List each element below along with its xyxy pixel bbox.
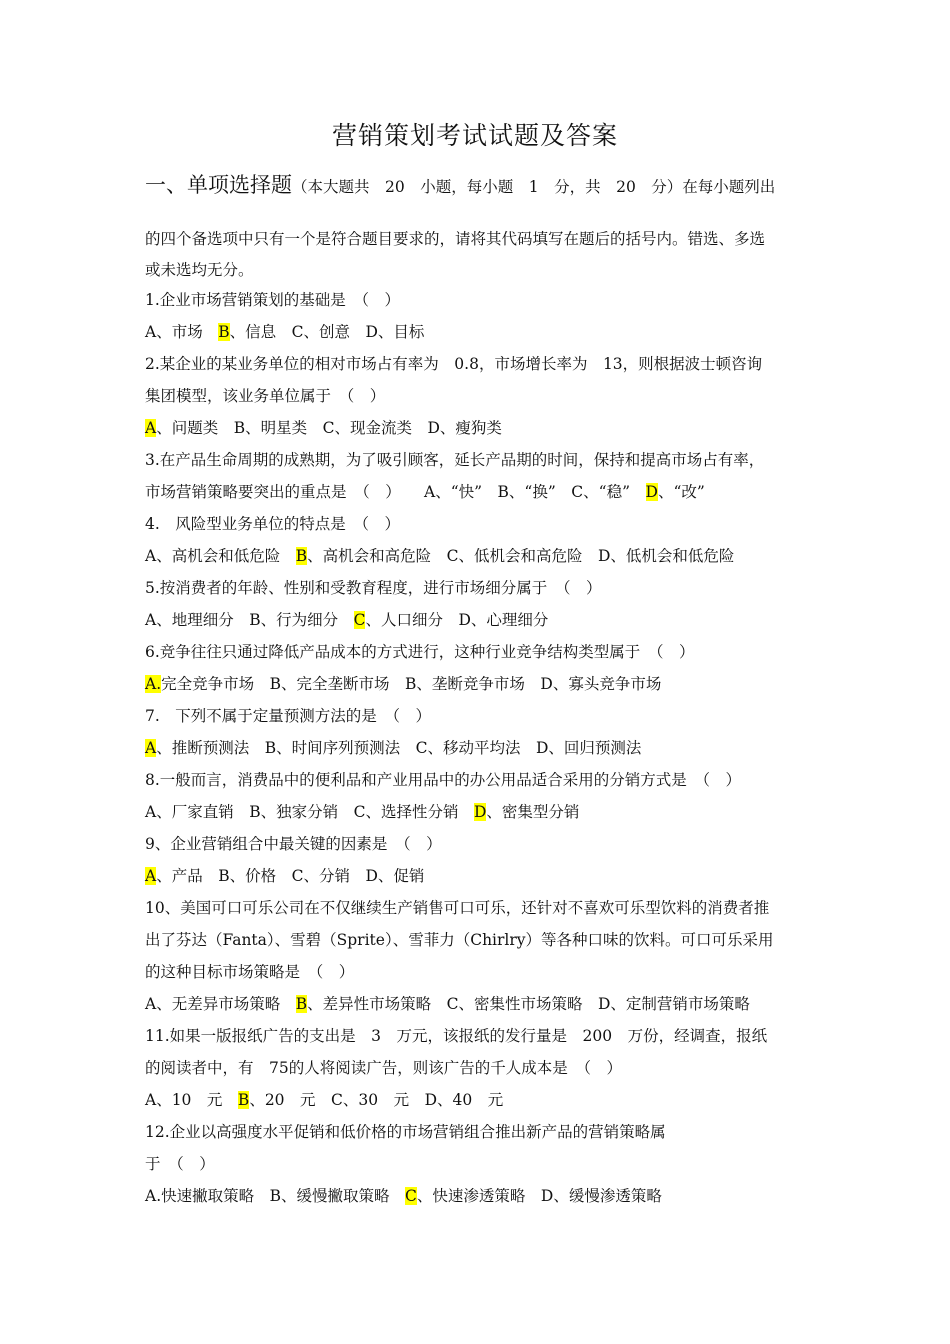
answer-highlight: C	[353, 611, 366, 629]
options-text: 、信息 C、创意 D、目标	[229, 323, 425, 341]
options-text: 、差异性市场策略 C、密集性市场策略 D、定制营销市场策略	[307, 995, 750, 1013]
question-10-options	[145, 993, 750, 1015]
question-8-options	[145, 801, 579, 823]
options-text: 、20 元 C、30 元 D、40 元	[249, 1091, 504, 1109]
options-text: A、高机会和低危险	[145, 547, 296, 565]
answer-highlight: B	[218, 323, 230, 341]
page-title: 营销策划考试试题及答案	[331, 121, 618, 150]
question-6-options	[145, 673, 661, 695]
answer-highlight: A	[145, 739, 157, 757]
options-text: 、产品 B、价格 C、分销 D、促销	[156, 867, 425, 885]
options-text: A、无差异市场策略	[145, 995, 296, 1013]
question-10-stem-line-1: 10、美国可口可乐公司在不仅继续生产销售可口可乐，还针对不喜欢可乐型饮料的消费者推	[145, 899, 770, 917]
section-heading-line	[145, 174, 775, 198]
answer-highlight: D	[473, 803, 487, 821]
options-text: 、快速渗透策略 D、缓慢渗透策略	[416, 1187, 662, 1205]
options-text: 、推断预测法 B、时间序列预测法 C、移动平均法 D、回归预测法	[156, 739, 642, 757]
question-5-stem: 5.按消费者的年龄、性别和受教育程度，进行市场细分属于 （ ）	[145, 579, 602, 597]
question-1-options	[145, 321, 424, 343]
options-text: 市场营销策略要突出的重点是 （ ） A、“快” B、“换” C、“稳”	[145, 483, 646, 501]
question-12-stem-line-1: 12.企业以高强度水平促销和低价格的市场营销组合推出新产品的营销策略属	[145, 1123, 666, 1141]
options-text: A、厂家直销 B、独家分销 C、选择性分销	[145, 803, 474, 821]
answer-highlight: B	[295, 547, 308, 565]
question-4-stem: 4. 风险型业务单位的特点是 （ ）	[145, 515, 401, 533]
options-text: A、10 元	[145, 1091, 238, 1109]
answer-highlight: C	[405, 1187, 417, 1205]
options-text: A.快速撇取策略 B、缓慢撇取策略	[145, 1187, 406, 1205]
question-5-options	[145, 609, 548, 631]
question-2-options	[145, 417, 502, 439]
question-9-options	[145, 865, 424, 887]
question-10-stem-line-2: 出了芬达（Fanta）、雪碧（Sprite）、雪菲力（Chirlry）等各种口味的饮料。可口可乐采用	[145, 931, 774, 949]
question-9-stem: 9、企业营销组合中最关键的因素是 （ ）	[145, 835, 442, 853]
question-10-stem-line-3: 的这种目标市场策略是 （ ）	[145, 963, 355, 981]
answer-highlight: B	[237, 1091, 250, 1109]
answer-highlight: A	[145, 419, 157, 437]
options-text: 、密集型分销	[486, 803, 580, 821]
section-note-line-2: 的四个备选项中只有一个是符合题目要求的，请将其代码填写在题后的括号内。错选、多选	[145, 230, 766, 248]
answer-highlight: D	[645, 483, 658, 501]
options-text: A、市场	[145, 323, 219, 341]
question-11-stem-line-2: 的阅读者中，有 75的人将阅读广告，则该广告的千人成本是 （ ）	[145, 1059, 622, 1077]
options-text: 完全竞争市场 B、完全垄断市场 B、垄断竞争市场 D、寡头竞争市场	[161, 675, 662, 693]
question-3-stem-line-2	[145, 481, 705, 503]
section-note: （本大题共 20 小题，每小题 1 分，共 20 分）在每小题列出	[292, 178, 776, 196]
question-11-stem-line-1: 11.如果一版报纸广告的支出是 3 万元，该报纸的发行量是 200 万份，经调查，报纸	[145, 1027, 768, 1045]
question-2-stem-line-2: 集团模型，该业务单位属于 （ ）	[145, 387, 386, 405]
question-7-stem: 7. 下列不属于定量预测方法的是 （ ）	[145, 707, 432, 725]
answer-highlight: A	[145, 867, 157, 885]
section-heading: 一、单项选择题	[145, 173, 292, 197]
options-text: 、问题类 B、明星类 C、现金流类 D、瘦狗类	[156, 419, 502, 437]
question-12-options	[145, 1185, 662, 1207]
options-text: A、地理细分 B、行为细分	[145, 611, 354, 629]
question-3-stem-line-1: 3.在产品生命周期的成熟期，为了吸引顾客，延长产品期的时间，保持和提高市场占有率，	[145, 451, 765, 469]
question-4-options	[145, 545, 734, 567]
question-7-options	[145, 737, 641, 759]
question-8-stem: 8.一般而言，消费品中的便利品和产业用品中的办公用品适合采用的分销方式是 （ ）	[145, 771, 742, 789]
options-text: 、“改”	[657, 483, 705, 501]
answer-highlight: A.	[145, 675, 162, 693]
options-text: 、高机会和高危险 C、低机会和高危险 D、低机会和低危险	[307, 547, 735, 565]
answer-highlight: B	[295, 995, 308, 1013]
question-1-stem: 1.企业市场营销策划的基础是 （ ）	[145, 291, 401, 309]
section-note-line-3: 或未选均无分。	[145, 261, 254, 279]
question-2-stem-line-1: 2.某企业的某业务单位的相对市场占有率为 0.8，市场增长率为 13，则根据波士顿咨询	[145, 355, 763, 373]
question-12-stem-line-2: 于 （ ）	[145, 1155, 215, 1173]
question-6-stem: 6.竞争往往只通过降低产品成本的方式进行，这种行业竞争结构类型属于 （ ）	[145, 643, 695, 661]
options-text: 、人口细分 D、心理细分	[365, 611, 549, 629]
question-11-options	[145, 1089, 503, 1111]
